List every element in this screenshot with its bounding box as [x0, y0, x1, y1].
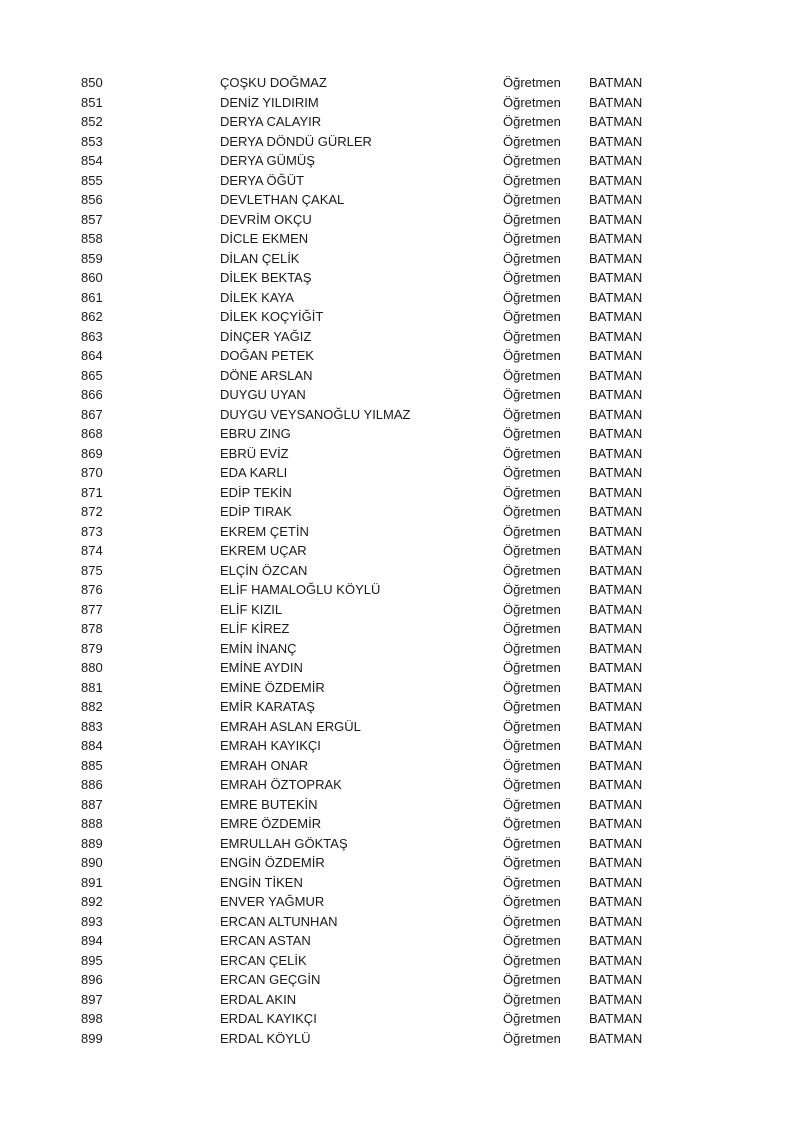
list-row [0, 990, 800, 1010]
role-title: Öğretmen [503, 894, 561, 909]
list-row [0, 307, 800, 327]
city-name: BATMAN [589, 991, 643, 1007]
city-name: BATMAN [589, 309, 643, 324]
role-title: Öğretmen [503, 757, 561, 773]
row-number: 891 [81, 874, 103, 890]
row-number: 898 [81, 1011, 103, 1026]
row-number: 856 [81, 192, 103, 207]
row-number: 862 [81, 309, 103, 324]
list-row [0, 912, 800, 932]
row-number: 884 [81, 738, 103, 753]
person-name: EKREM ÇETİN [220, 523, 309, 539]
person-name: EMRAH ÖZTOPRAK [220, 777, 342, 792]
role-title: Öğretmen [503, 289, 561, 305]
person-name: DİLEK KAYA [220, 289, 294, 305]
row-number: 854 [81, 153, 103, 168]
role-title: Öğretmen [503, 484, 561, 500]
row-number: 896 [81, 972, 103, 987]
role-title: Öğretmen [503, 75, 561, 90]
role-title: Öğretmen [503, 679, 561, 695]
list-row [0, 385, 800, 405]
role-title: Öğretmen [503, 426, 561, 441]
city-name: BATMAN [589, 660, 643, 675]
city-name: BATMAN [589, 933, 643, 948]
city-name: BATMAN [589, 192, 643, 207]
person-name: DERYA DÖNDÜ GÜRLER [220, 133, 372, 149]
row-number: 865 [81, 367, 103, 383]
role-title: Öğretmen [503, 777, 561, 792]
person-name: DERYA CALAYIR [220, 114, 322, 129]
role-title: Öğretmen [503, 718, 561, 734]
teacher-list [0, 73, 800, 1048]
list-row [0, 697, 800, 717]
row-number: 893 [81, 913, 103, 929]
list-row [0, 795, 800, 815]
row-number: 853 [81, 133, 103, 149]
city-name: BATMAN [589, 426, 643, 441]
person-name: ENVER YAĞMUR [220, 894, 325, 909]
row-number: 874 [81, 543, 103, 558]
row-number: 889 [81, 835, 103, 851]
role-title: Öğretmen [503, 172, 561, 188]
city-name: BATMAN [589, 367, 643, 383]
city-name: BATMAN [589, 484, 643, 500]
list-row [0, 1009, 800, 1029]
city-name: BATMAN [589, 348, 643, 363]
city-name: BATMAN [589, 75, 643, 90]
person-name: ERDAL KÖYLÜ [220, 1030, 311, 1046]
person-name: EBRÜ EVİZ [220, 445, 289, 461]
person-name: ELİF HAMALOĞLU KÖYLÜ [220, 582, 381, 597]
list-row [0, 931, 800, 951]
city-name: BATMAN [589, 445, 643, 461]
list-row [0, 736, 800, 756]
role-title: Öğretmen [503, 309, 561, 324]
city-name: BATMAN [589, 543, 643, 558]
city-name: BATMAN [589, 679, 643, 695]
person-name: EMRULLAH GÖKTAŞ [220, 835, 348, 851]
row-number: 899 [81, 1030, 103, 1046]
city-name: BATMAN [589, 114, 643, 129]
person-name: DİLEK KOÇYİĞİT [220, 309, 324, 324]
row-number: 850 [81, 75, 103, 90]
city-name: BATMAN [589, 718, 643, 734]
list-row [0, 463, 800, 483]
person-name: EMİNE AYDIN [220, 660, 303, 675]
role-title: Öğretmen [503, 231, 561, 246]
list-row [0, 873, 800, 893]
row-number: 866 [81, 387, 103, 402]
city-name: BATMAN [589, 699, 643, 714]
list-row [0, 814, 800, 834]
person-name: EBRU ZING [220, 426, 291, 441]
person-name: ERCAN GEÇGİN [220, 972, 321, 987]
city-name: BATMAN [589, 172, 643, 188]
row-number: 872 [81, 504, 103, 519]
role-title: Öğretmen [503, 211, 561, 227]
row-number: 868 [81, 426, 103, 441]
person-name: DİLEK BEKTAŞ [220, 270, 312, 285]
city-name: BATMAN [589, 640, 643, 656]
list-row [0, 1029, 800, 1049]
row-number: 880 [81, 660, 103, 675]
person-name: EMRAH ONAR [220, 757, 309, 773]
role-title: Öğretmen [503, 114, 561, 129]
city-name: BATMAN [589, 738, 643, 753]
list-row [0, 151, 800, 171]
city-name: BATMAN [589, 504, 643, 519]
person-name: DİNÇER YAĞIZ [220, 328, 312, 344]
row-number: 852 [81, 114, 103, 129]
role-title: Öğretmen [503, 192, 561, 207]
list-row [0, 580, 800, 600]
role-title: Öğretmen [503, 738, 561, 753]
person-name: ELİF KIZIL [220, 601, 283, 617]
role-title: Öğretmen [503, 874, 561, 890]
row-number: 887 [81, 796, 103, 812]
city-name: BATMAN [589, 250, 643, 266]
row-number: 861 [81, 289, 103, 305]
role-title: Öğretmen [503, 250, 561, 266]
role-title: Öğretmen [503, 523, 561, 539]
role-title: Öğretmen [503, 855, 561, 870]
list-row [0, 93, 800, 113]
role-title: Öğretmen [503, 270, 561, 285]
row-number: 897 [81, 991, 103, 1007]
person-name: DİLAN ÇELİK [220, 250, 300, 266]
role-title: Öğretmen [503, 640, 561, 656]
row-number: 864 [81, 348, 103, 363]
city-name: BATMAN [589, 270, 643, 285]
city-name: BATMAN [589, 211, 643, 227]
row-number: 888 [81, 816, 103, 831]
city-name: BATMAN [589, 153, 643, 168]
list-row [0, 73, 800, 93]
row-number: 869 [81, 445, 103, 461]
person-name: ERDAL KAYIKÇI [220, 1011, 317, 1026]
list-row [0, 639, 800, 659]
city-name: BATMAN [589, 874, 643, 890]
row-number: 859 [81, 250, 103, 266]
role-title: Öğretmen [503, 387, 561, 402]
row-number: 873 [81, 523, 103, 539]
role-title: Öğretmen [503, 991, 561, 1007]
role-title: Öğretmen [503, 816, 561, 831]
person-name: DUYGU UYAN [220, 387, 306, 402]
row-number: 875 [81, 562, 103, 578]
person-name: ERCAN ÇELİK [220, 952, 307, 968]
person-name: EMRAH KAYIKÇI [220, 738, 321, 753]
list-row [0, 190, 800, 210]
row-number: 883 [81, 718, 103, 734]
city-name: BATMAN [589, 289, 643, 305]
row-number: 877 [81, 601, 103, 617]
list-row [0, 853, 800, 873]
role-title: Öğretmen [503, 328, 561, 344]
person-name: ERCAN ALTUNHAN [220, 913, 338, 929]
row-number: 867 [81, 406, 103, 422]
list-row [0, 210, 800, 230]
city-name: BATMAN [589, 133, 643, 149]
city-name: BATMAN [589, 601, 643, 617]
role-title: Öğretmen [503, 504, 561, 519]
list-row [0, 658, 800, 678]
role-title: Öğretmen [503, 582, 561, 597]
row-number: 882 [81, 699, 103, 714]
person-name: ÇOŞKU DOĞMAZ [220, 75, 327, 90]
list-row [0, 756, 800, 776]
role-title: Öğretmen [503, 153, 561, 168]
list-row [0, 424, 800, 444]
row-number: 870 [81, 465, 103, 480]
city-name: BATMAN [589, 913, 643, 929]
city-name: BATMAN [589, 328, 643, 344]
person-name: EDA KARLI [220, 465, 288, 480]
role-title: Öğretmen [503, 952, 561, 968]
role-title: Öğretmen [503, 621, 561, 636]
person-name: DEVLETHAN ÇAKAL [220, 192, 345, 207]
city-name: BATMAN [589, 562, 643, 578]
person-name: EMRAH ASLAN ERGÜL [220, 718, 361, 734]
role-title: Öğretmen [503, 133, 561, 149]
list-row [0, 775, 800, 795]
role-title: Öğretmen [503, 445, 561, 461]
list-row [0, 171, 800, 191]
row-number: 858 [81, 231, 103, 246]
person-name: DÖNE ARSLAN [220, 367, 313, 383]
person-name: EMİR KARATAŞ [220, 699, 315, 714]
person-name: ENGİN ÖZDEMİR [220, 855, 325, 870]
role-title: Öğretmen [503, 465, 561, 480]
row-number: 892 [81, 894, 103, 909]
city-name: BATMAN [589, 972, 643, 987]
person-name: ERCAN ASTAN [220, 933, 311, 948]
person-name: DOĞAN PETEK [220, 348, 314, 363]
row-number: 895 [81, 952, 103, 968]
person-name: ELÇİN ÖZCAN [220, 562, 308, 578]
city-name: BATMAN [589, 855, 643, 870]
list-row [0, 561, 800, 581]
city-name: BATMAN [589, 816, 643, 831]
list-row [0, 327, 800, 347]
list-row [0, 346, 800, 366]
person-name: DENİZ YILDIRIM [220, 94, 319, 110]
role-title: Öğretmen [503, 543, 561, 558]
role-title: Öğretmen [503, 94, 561, 110]
city-name: BATMAN [589, 952, 643, 968]
role-title: Öğretmen [503, 660, 561, 675]
person-name: EDİP TIRAK [220, 504, 292, 519]
role-title: Öğretmen [503, 699, 561, 714]
role-title: Öğretmen [503, 1011, 561, 1026]
role-title: Öğretmen [503, 367, 561, 383]
list-row [0, 366, 800, 386]
list-row [0, 522, 800, 542]
person-name: EDİP TEKİN [220, 484, 292, 500]
list-row [0, 951, 800, 971]
person-name: EMİN İNANÇ [220, 640, 297, 656]
person-name: DERYA GÜMÜŞ [220, 153, 315, 168]
role-title: Öğretmen [503, 1030, 561, 1046]
row-number: 860 [81, 270, 103, 285]
person-name: DİCLE EKMEN [220, 231, 309, 246]
city-name: BATMAN [589, 94, 643, 110]
role-title: Öğretmen [503, 933, 561, 948]
list-row [0, 132, 800, 152]
person-name: ELİF KİREZ [220, 621, 290, 636]
list-row [0, 600, 800, 620]
role-title: Öğretmen [503, 796, 561, 812]
row-number: 871 [81, 484, 103, 500]
row-number: 881 [81, 679, 103, 695]
list-row [0, 229, 800, 249]
row-number: 890 [81, 855, 103, 870]
row-number: 885 [81, 757, 103, 773]
person-name: EMRE ÖZDEMİR [220, 816, 322, 831]
list-row [0, 405, 800, 425]
row-number: 851 [81, 94, 103, 110]
city-name: BATMAN [589, 1011, 643, 1026]
row-number: 879 [81, 640, 103, 656]
person-name: ERDAL AKIN [220, 991, 297, 1007]
city-name: BATMAN [589, 621, 643, 636]
person-name: DERYA ÖĞÜT [220, 172, 305, 188]
row-number: 857 [81, 211, 103, 227]
city-name: BATMAN [589, 387, 643, 402]
city-name: BATMAN [589, 231, 643, 246]
city-name: BATMAN [589, 582, 643, 597]
list-row [0, 112, 800, 132]
city-name: BATMAN [589, 757, 643, 773]
role-title: Öğretmen [503, 348, 561, 363]
list-row [0, 288, 800, 308]
list-row [0, 717, 800, 737]
role-title: Öğretmen [503, 601, 561, 617]
person-name: EMİNE ÖZDEMİR [220, 679, 325, 695]
row-number: 886 [81, 777, 103, 792]
city-name: BATMAN [589, 1030, 643, 1046]
city-name: BATMAN [589, 894, 643, 909]
list-row [0, 892, 800, 912]
city-name: BATMAN [589, 835, 643, 851]
row-number: 876 [81, 582, 103, 597]
city-name: BATMAN [589, 796, 643, 812]
row-number: 855 [81, 172, 103, 188]
city-name: BATMAN [589, 523, 643, 539]
city-name: BATMAN [589, 406, 643, 422]
role-title: Öğretmen [503, 406, 561, 422]
person-name: EKREM UÇAR [220, 543, 307, 558]
list-row [0, 444, 800, 464]
person-name: ENGİN TİKEN [220, 874, 303, 890]
role-title: Öğretmen [503, 562, 561, 578]
list-row [0, 678, 800, 698]
city-name: BATMAN [589, 777, 643, 792]
role-title: Öğretmen [503, 972, 561, 987]
list-row [0, 268, 800, 288]
role-title: Öğretmen [503, 913, 561, 929]
list-row [0, 483, 800, 503]
person-name: DEVRİM OKÇU [220, 211, 312, 227]
list-row [0, 970, 800, 990]
list-row [0, 502, 800, 522]
row-number: 894 [81, 933, 103, 948]
row-number: 878 [81, 621, 103, 636]
row-number: 863 [81, 328, 103, 344]
list-row [0, 541, 800, 561]
person-name: DUYGU VEYSANOĞLU YILMAZ [220, 406, 411, 422]
list-row [0, 619, 800, 639]
list-row [0, 249, 800, 269]
list-row [0, 834, 800, 854]
person-name: EMRE BUTEKİN [220, 796, 318, 812]
city-name: BATMAN [589, 465, 643, 480]
role-title: Öğretmen [503, 835, 561, 851]
